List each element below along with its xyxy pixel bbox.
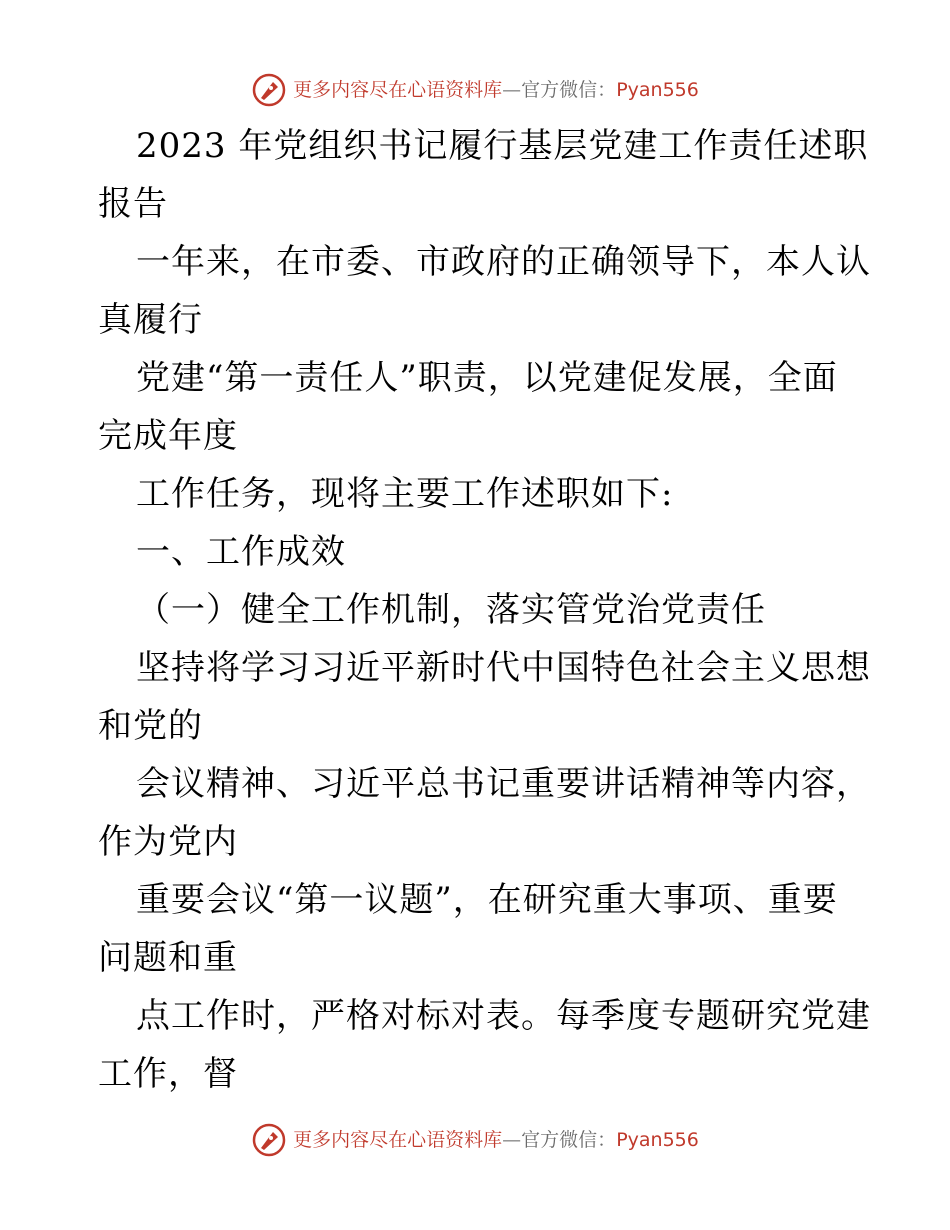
document-line: 和党的 [98, 706, 203, 746]
document-line: 一年来，在市委、市政府的正确领导下，本人认 [136, 242, 871, 282]
document-line: 工作，督 [98, 1054, 238, 1094]
watermark-wechat-label: 官方微信： [521, 1128, 617, 1151]
document-line: 会议精神、习近平总书记重要讲话精神等内容， [136, 764, 871, 804]
document-line: 重要会议“第一议题”，在研究重大事项、重要 [136, 880, 838, 920]
watermark-text [293, 78, 699, 101]
document-line: 作为党内 [98, 822, 238, 862]
document-line: 工作任务，现将主要工作述职如下: [136, 474, 674, 514]
watermark-dash: — [502, 78, 522, 101]
document-line: 党建“第一责任人”职责，以党建促发展，全面 [136, 358, 838, 398]
document-line: 真履行 [98, 300, 203, 340]
document-line: 一、工作成效 [136, 532, 346, 572]
pen-nib-logo-icon [251, 72, 287, 108]
document-body [98, 117, 871, 1103]
document-line: 2023 年党组织书记履行基层党建工作责任述职 [136, 126, 869, 166]
watermark-text [293, 1128, 699, 1151]
watermark-wechat-id: Pyan556 [616, 1128, 699, 1151]
watermark-brand: 更多内容尽在心语资料库 [293, 78, 503, 101]
watermark-header [0, 70, 950, 110]
pen-nib-logo-icon [251, 1122, 287, 1158]
watermark-wechat-label: 官方微信： [521, 78, 617, 101]
document-line: 完成年度 [98, 416, 238, 456]
document-line: （一）健全工作机制，落实管党治党责任 [136, 590, 766, 630]
document-line: 点工作时，严格对标对表。每季度专题研究党建 [136, 996, 871, 1036]
document-line: 问题和重 [98, 938, 238, 978]
watermark-wechat-id: Pyan556 [616, 78, 699, 101]
document-line: 坚持将学习习近平新时代中国特色社会主义思想 [136, 648, 871, 688]
watermark-brand: 更多内容尽在心语资料库 [293, 1128, 503, 1151]
watermark-footer [0, 1120, 950, 1160]
watermark-dash: — [502, 1128, 522, 1151]
document-line: 报告 [98, 184, 168, 224]
